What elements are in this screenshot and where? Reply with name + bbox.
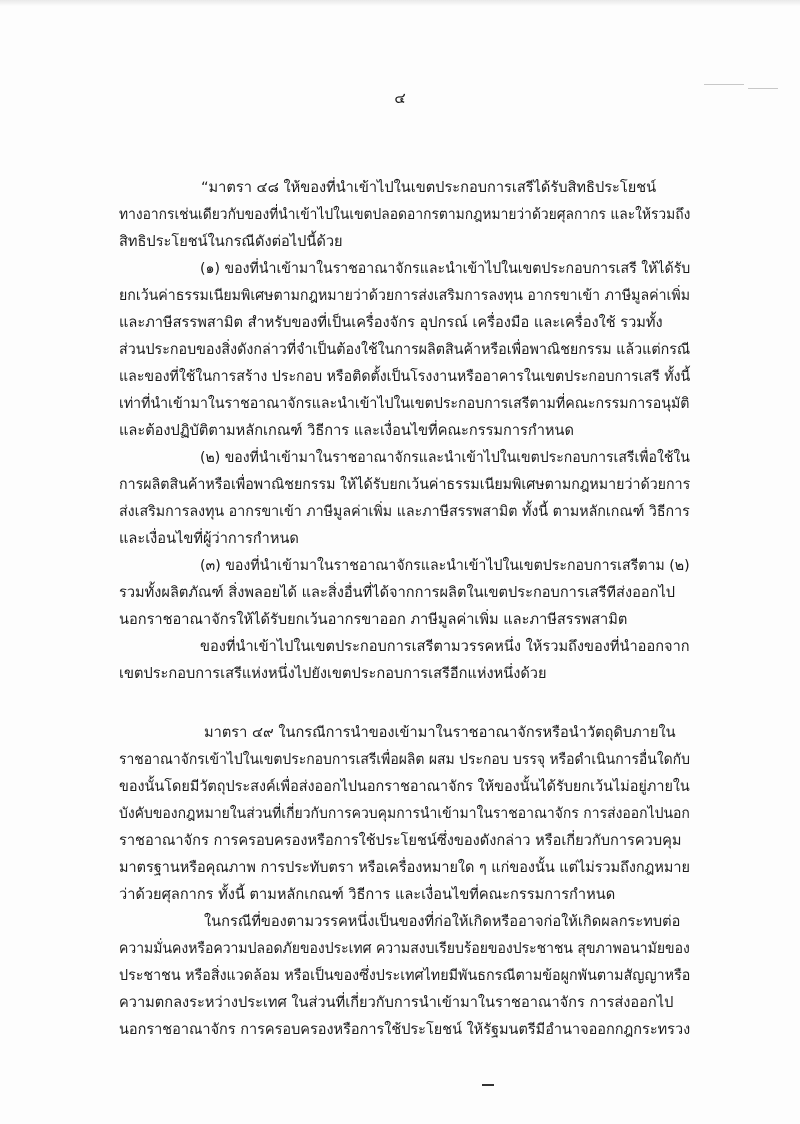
article-49-para2-line: ประชาชน หรือสิ่งแวดล้อม หรือเป็นของซึ่งประเทศไทยมีพันธกรณีตามข้อผูกพันตามสัญญาหรือ	[119, 967, 691, 984]
item-1-line: และต้องปฏิบัติตามหลักเกณฑ์ วิธีการ และเงื่อนไขที่คณะกรรมการกำหนด	[119, 422, 575, 439]
article-49-line: ราชอาณาจักร การครอบครองหรือการใช้ประโยชน์ซึ่งของดังกล่าว หรือเกี่ยวกับการควบคุม	[119, 832, 682, 849]
article-49-line: ของนั้นโดยมีวัตถุประสงค์เพื่อส่งออกไปนอกราชอาณาจักร ให้ของนั้นได้รับยกเว้นไม่อยู่ภายใน	[119, 778, 690, 795]
article-48-closing-line: ของที่นำเข้าไปในเขตประกอบการเสรีตามวรรคหนึ่ง ให้รวมถึงของที่นำออกจาก	[200, 638, 690, 655]
article-49-para2-line: ความตกลงระหว่างประเทศ ในส่วนที่เกี่ยวกับการนำเข้ามาในราชอาณาจักร การส่งออกไป	[119, 994, 674, 1011]
scan-top-edge	[0, 0, 800, 6]
item-1-line: และของที่ใช้ในการสร้าง ประกอบ หรือติดตั้งเป็นโรงงานหรืออาคารในเขตประกอบการเสรี ทั้งนี้	[119, 368, 691, 385]
item-2-line: การผลิตสินค้าหรือเพื่อพาณิชยกรรม ให้ได้รับยกเว้นค่าธรรมเนียมพิเศษตามกฎหมายว่าด้วยการ	[119, 476, 691, 493]
article-48-line: สิทธิประโยชน์ในกรณีดังต่อไปนี้ด้วย	[119, 233, 343, 250]
article-49-para2-line: นอกราชอาณาจักร การครอบครองหรือการใช้ประโยชน์ ให้รัฐมนตรีมีอำนาจออกกฎกระทรวง	[119, 1021, 691, 1038]
article-49-line: มาตรฐานหรือคุณภาพ การประทับตรา หรือเครื่องหมายใด ๆ แก่ของนั้น แต่ไม่รวมถึงกฎหมาย	[119, 859, 690, 876]
item-1-line: และภาษีสรรพสามิต สำหรับของที่เป็นเครื่องจักร อุปกรณ์ เครื่องมือ และเครื่องใช้ รวมทั้ง	[119, 314, 663, 331]
article-48-heading-line: “มาตรา ๔๘ ให้ของที่นำเข้าไปในเขตประกอบการเสรีได้รับสิทธิประโยชน์	[201, 179, 657, 196]
item-1-line: เท่าที่นำเข้ามาในราชอาณาจักรและนำเข้าไปในเขตประกอบการเสรีตามที่คณะกรรมการอนุมัติ	[119, 395, 690, 412]
article-48-closing-line: เขตประกอบการเสรีแห่งหนึ่งไปยังเขตประกอบการเสรีอีกแห่งหนึ่งด้วย	[119, 665, 547, 682]
article-49-heading-line: มาตรา ๔๙ ในกรณีการนำของเข้ามาในราชอาณาจักรหรือนำวัตถุดิบภายใน	[204, 724, 676, 741]
footer-mark	[482, 1084, 494, 1086]
item-3-line: นอกราชอาณาจักรให้ได้รับยกเว้นอากรขาออก ภาษีมูลค่าเพิ่ม และภาษีสรรพสามิต	[119, 611, 628, 628]
page-number: ๔	[394, 89, 406, 107]
item-2-line: ส่งเสริมการลงทุน อากรขาเข้า ภาษีมูลค่าเพิ่ม และภาษีสรรพสามิต ทั้งนี้ ตามหลักเกณฑ์ วิธีการ	[119, 503, 690, 520]
item-1-line: (๑) ของที่นำเข้ามาในราชอาณาจักรและนำเข้าไปในเขตประกอบการเสรี ให้ได้รับ	[200, 260, 691, 277]
article-49-para2-line: ความมั่นคงหรือความปลอดภัยของประเทศ ความสงบเรียบร้อยของประชาชน สุขภาพอนามัยของ	[119, 940, 690, 957]
item-1-line: ส่วนประกอบของสิ่งดังกล่าวที่จำเป็นต้องใช้ในการผลิตสินค้าหรือเพื่อพาณิชยกรรม แล้วแต่กรณี	[119, 341, 691, 358]
item-3-line: (๓) ของที่นำเข้ามาในราชอาณาจักรและนำเข้าไปในเขตประกอบการเสรีตาม (๒)	[200, 557, 690, 574]
article-49-line: ว่าด้วยศุลกากร ทั้งนี้ ตามหลักเกณฑ์ วิธีการ และเงื่อนไขที่คณะกรรมการกำหนด	[119, 886, 616, 903]
item-1-line: ยกเว้นค่าธรรมเนียมพิเศษตามกฎหมายว่าด้วยการส่งเสริมการลงทุน อากรขาเข้า ภาษีมูลค่าเพิ่ม	[119, 287, 691, 304]
scan-mark	[704, 84, 744, 85]
article-49-line: ราชอาณาจักรเข้าไปในเขตประกอบการเสรีเพื่อผลิต ผสม ประกอบ บรรจุ หรือดำเนินการอื่นใดกับ	[119, 751, 690, 768]
article-49-para2-line: ในกรณีที่ของตามวรรคหนึ่งเป็นของที่ก่อให้เกิดหรืออาจก่อให้เกิดผลกระทบต่อ	[204, 913, 681, 930]
article-48-line: ทางอากรเช่นเดียวกับของที่นำเข้าไปในเขตปลอดอากรตามกฎหมายว่าด้วยศุลกากร และให้รวมถึง	[119, 206, 691, 223]
item-2-line: (๒) ของที่นำเข้ามาในราชอาณาจักรและนำเข้าไปในเขตประกอบการเสรีเพื่อใช้ใน	[200, 449, 690, 466]
item-3-line: รวมทั้งผลิตภัณฑ์ สิ่งพลอยได้ และสิ่งอื่นที่ได้จากการผลิตในเขตประกอบการเสรีทีส่งออกไป	[119, 584, 676, 601]
item-2-line: และเงื่อนไขที่ผู้ว่าการกำหนด	[119, 530, 299, 547]
article-49-line: บังคับของกฎหมายในส่วนที่เกี่ยวกับการควบคุมการนำเข้ามาในราชอาณาจักร การส่งออกไปนอก	[119, 805, 690, 822]
